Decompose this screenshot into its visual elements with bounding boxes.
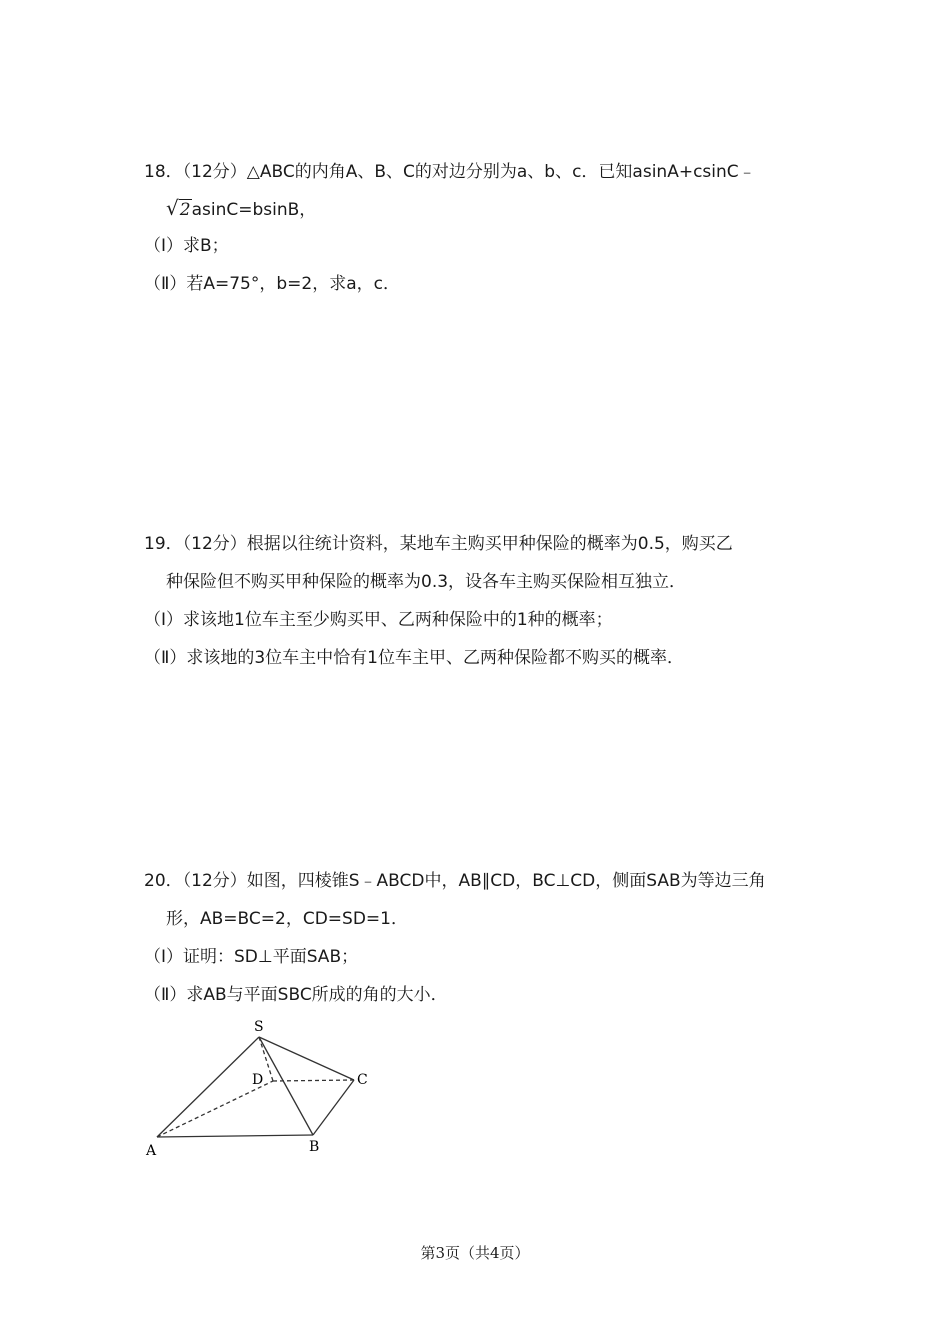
edge-bc (313, 1080, 354, 1135)
edge-sc (259, 1037, 354, 1080)
label-b: B (309, 1139, 320, 1155)
edge-ab (157, 1135, 313, 1137)
label-s: S (254, 1019, 264, 1035)
label-c: C (357, 1072, 368, 1088)
q18-line1: 18．（12分）△ABC的内角A、B、C的对边分别为a、b、c．已知asinA+csinC﹣ (144, 162, 756, 182)
q19-part2: （Ⅱ）求该地的3位车主中恰有1位车主甲、乙两种保险都不购买的概率． (144, 648, 684, 668)
q18-part1: （Ⅰ）求B； (144, 236, 229, 256)
q20-part1: （Ⅰ）证明：SD⊥平面SAB； (144, 947, 359, 967)
q20-part2: （Ⅱ）求AB与平面SBC所成的角的大小． (144, 985, 448, 1005)
edge-sb (259, 1037, 313, 1135)
edge-sa (157, 1037, 259, 1137)
q20-line1: 20．（12分）如图，四棱锥S﹣ABCD中，AB∥CD，BC⊥CD，侧面SAB为等边三角 (144, 871, 766, 891)
q18-line2-text: asinC=bsinB， (191, 200, 317, 220)
q18-part2: （Ⅱ）若A=75°，b=2，求a，c． (144, 274, 400, 294)
label-d: D (252, 1072, 264, 1088)
label-a: A (146, 1143, 157, 1159)
q19-line2: 种保险但不购买甲种保险的概率为0.3，设各车主购买保险相互独立． (166, 572, 687, 592)
sqrt-argument: 2 (179, 200, 191, 220)
q19-line1: 19．（12分）根据以往统计资料，某地车主购买甲种保险的概率为0.5，购买乙 (144, 534, 733, 554)
edge-dc (273, 1080, 354, 1081)
q19-part1: （Ⅰ）求该地1位车主至少购买甲、乙两种保险中的1种的概率； (144, 610, 613, 630)
q20-line2: 形，AB=BC=2，CD=SD=1． (166, 909, 408, 929)
page-footer: 第3页（共4页） (420, 1244, 530, 1262)
sqrt-expression: √2 (166, 196, 191, 220)
edge-ad (157, 1081, 273, 1137)
